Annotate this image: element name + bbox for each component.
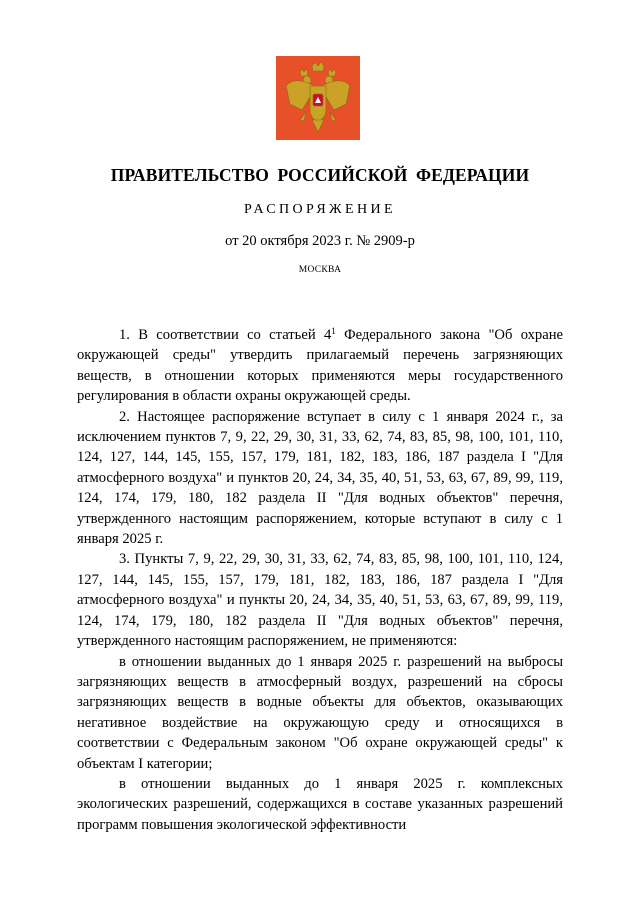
document-type: РАСПОРЯЖЕНИЕ: [244, 202, 396, 217]
org-title: ПРАВИТЕЛЬСТВО РОССИЙСКОЙ ФЕДЕРАЦИИ: [110, 165, 530, 185]
paragraph-4: в отношении выданных до 1 января 2025 г. разрешений на выбросы загрязняющих веществ в атмосферный воздух, разрешений на сбросы загрязняющих веществ в водные объекты для объектов, оказывающих негативное воздействие на окружающую среду и относящихся в соответствии с Федеральным законом "Об охране окружающей среды" к объектам I категории;: [77, 653, 563, 772]
emblem: [276, 56, 360, 140]
paragraph-3: 3. Пункты 7, 9, 22, 29, 30, 31, 33, 62, 74, 83, 85, 98, 100, 101, 110, 124, 127, 144, 145, 155, 157, 179, 181, 182, 183, 186, 187 раздела I "Для атмосферного воздуха" и пункты 20, 24, 34, 35, 40, 51, 53, 63, 67, 89, 99, 119, 124, 174, 179, 180, 182 раздела II "Для водных объектов" перечня, утвержденного настоящим распоряжением, не применяются:: [77, 551, 563, 650]
article-superscript: 1: [331, 326, 336, 336]
document-date-number: от 20 октября 2023 г. № 2909-р: [225, 233, 415, 249]
document-body: [77, 325, 563, 835]
paragraph-1: [77, 325, 563, 407]
paragraph-1-start: 1. В соответствии со статьей 4: [119, 327, 332, 343]
paragraph-1-rest: Федерального закона "Об охране окружающей среды" утвердить прилагаемый перечень загрязняющих веществ, в отношении которых применяются меры государственного регулирования в области охраны окружающей среды.: [77, 327, 563, 405]
document-city: МОСКВА: [298, 265, 342, 275]
paragraph-2: 2. Настоящее распоряжение вступает в силу с 1 января 2024 г., за исключением пунктов 7, 9, 22, 29, 30, 31, 33, 62, 74, 83, 85, 98, 100, 101, 110, 124, 127, 144, 145, 155, 157, 179, 181, 182, 183, 186, 187 раздела I "Для атмосферного воздуха" и пунктов 20, 24, 34, 35, 40, 51, 53, 63, 67, 89, 99, 119, 124, 174, 179, 180, 182 раздела II "Для водных объектов" перечня, утвержденного настоящим распоряжением, которые вступают в силу с 1 января 2025 г.: [77, 408, 563, 548]
coat-of-arms-icon: [276, 56, 360, 140]
paragraph-5: в отношении выданных до 1 января 2025 г. комплексных экологических разрешений, содержащихся в составе указанных разрешений программ повышения экологической эффективности: [77, 775, 563, 833]
